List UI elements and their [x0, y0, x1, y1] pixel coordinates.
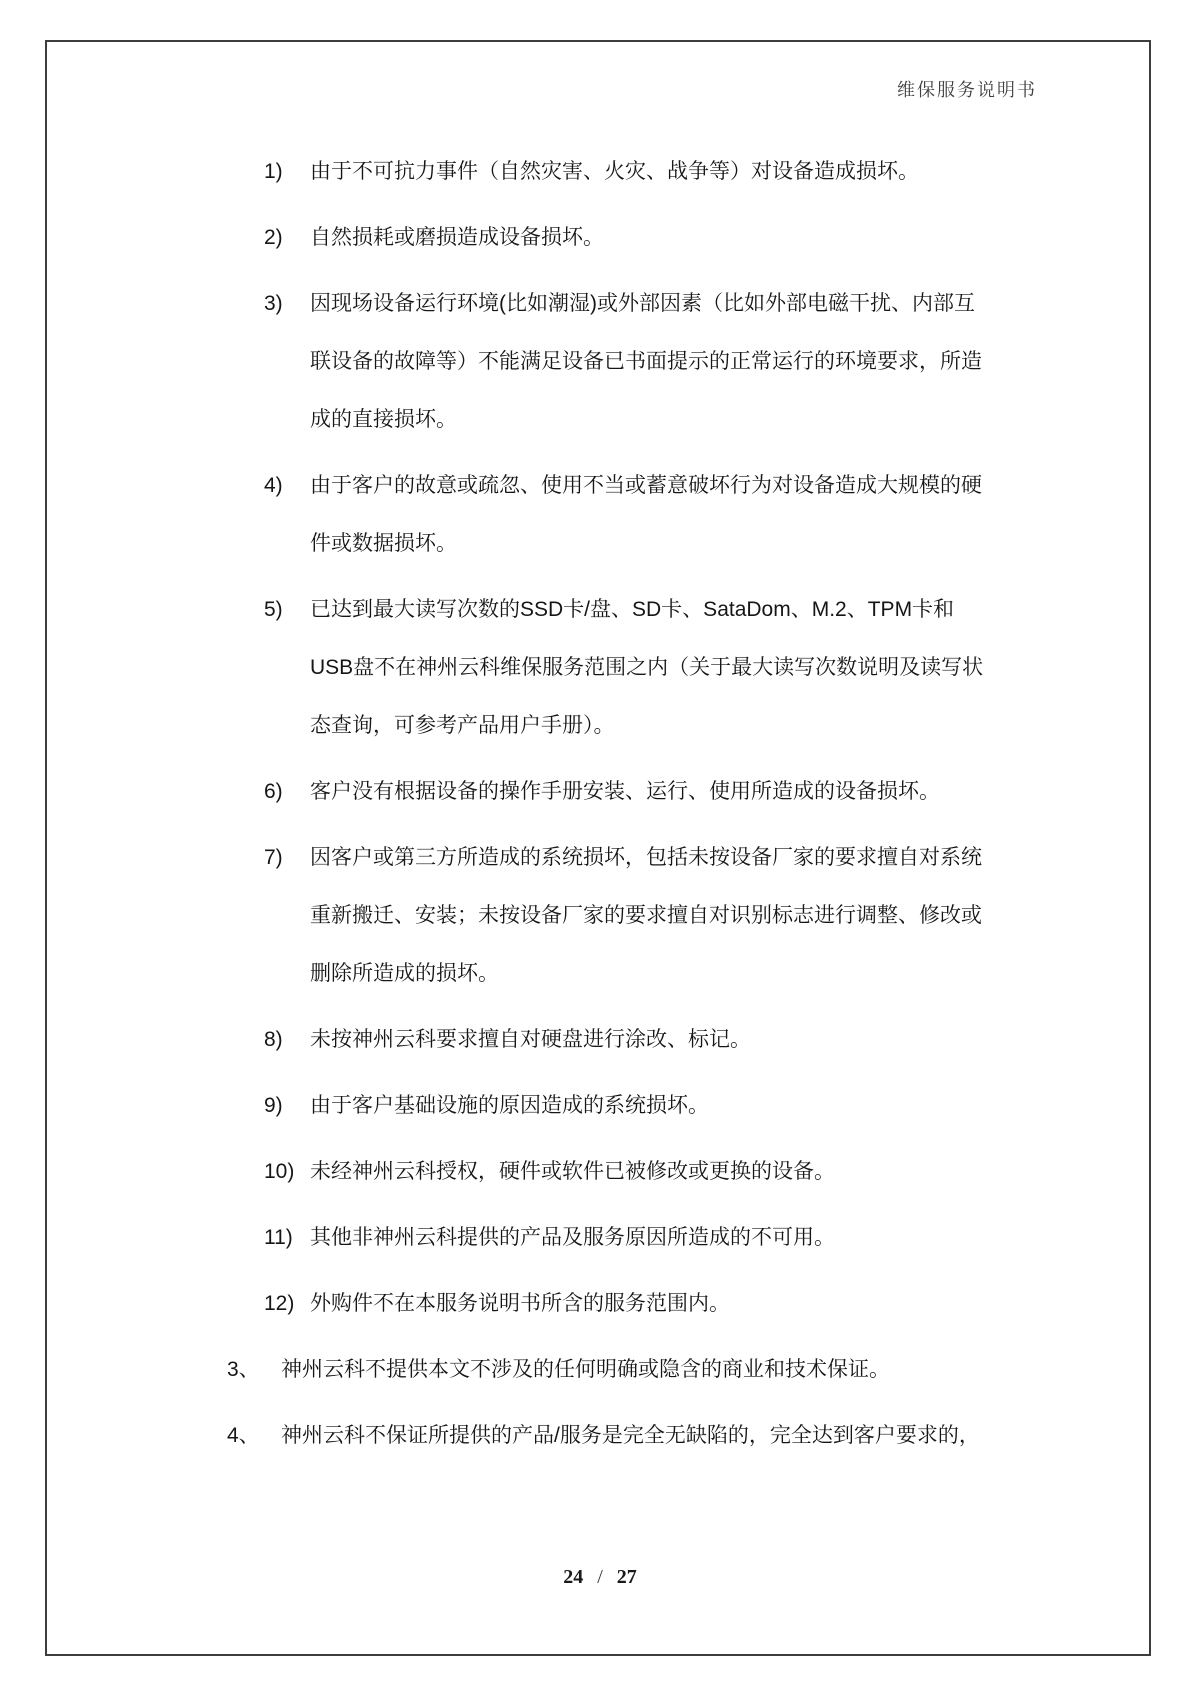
- item-marker: 5): [264, 598, 283, 621]
- list-item: [0, 457, 1200, 573]
- item-text: [310, 209, 604, 267]
- list-item: [0, 1275, 1200, 1333]
- list-item: [0, 1341, 1200, 1399]
- item-text: [310, 1143, 835, 1201]
- item-text: [310, 763, 940, 821]
- item-marker: 4、: [227, 1424, 260, 1447]
- item-marker: 9): [264, 1094, 283, 1117]
- list-item: [0, 1143, 1200, 1201]
- page-number-separator: /: [597, 1566, 603, 1588]
- item-marker: 11): [264, 1226, 293, 1249]
- item-text-line: 因客户或第三方所造成的系统损坏，包括未按设备厂家的要求擅自对系统: [310, 846, 982, 869]
- page-number-current: 24: [563, 1566, 584, 1588]
- item-marker: 4): [264, 474, 283, 497]
- list-item: [0, 209, 1200, 267]
- item-text-line: 未按神州云科要求擅自对硬盘进行涂改、标记。: [310, 1028, 751, 1051]
- item-marker: 10): [264, 1160, 295, 1183]
- item-text-line: 由于客户基础设施的原因造成的系统损坏。: [310, 1094, 709, 1117]
- item-marker: 7): [264, 846, 283, 869]
- item-text-line: 已达到最大读写次数的SSD卡/盘、SD卡、SataDom、M.2、TPM卡和: [310, 598, 955, 621]
- item-text: [310, 1011, 751, 1069]
- exclusion-clause-list: [0, 143, 1200, 1473]
- list-item: [0, 829, 1200, 1003]
- item-marker: 3、: [227, 1358, 260, 1381]
- page-number-total: 27: [616, 1566, 637, 1588]
- item-text-line: USB盘不在神州云科维保服务范围之内（关于最大读写次数说明及读写状: [310, 656, 984, 679]
- item-text-line: 由于客户的故意或疏忽、使用不当或蓄意破坏行为对设备造成大规模的硬: [310, 474, 982, 497]
- item-marker: 2): [264, 226, 283, 249]
- item-text: [310, 1275, 730, 1333]
- item-text-line: 联设备的故障等）不能满足设备已书面提示的正常运行的环境要求，所造: [310, 350, 982, 373]
- item-marker: 12): [264, 1292, 295, 1315]
- item-text-line: 成的直接损坏。: [310, 408, 457, 431]
- list-item: [0, 1011, 1200, 1069]
- item-text: [310, 1209, 835, 1267]
- item-text-line: 未经神州云科授权，硬件或软件已被修改或更换的设备。: [310, 1160, 835, 1183]
- list-item: [0, 1407, 1200, 1465]
- list-item: [0, 143, 1200, 201]
- item-marker: 8): [264, 1028, 283, 1051]
- item-text-line: 件或数据损坏。: [310, 532, 457, 555]
- page-footer: [0, 1566, 1200, 1589]
- item-marker: 3): [264, 292, 283, 315]
- item-text-line: 外购件不在本服务说明书所含的服务范围内。: [310, 1292, 730, 1315]
- item-text-line: 因现场设备运行环境(比如潮湿)或外部因素（比如外部电磁干扰、内部互: [310, 292, 975, 315]
- item-text: [310, 275, 982, 449]
- list-item: [0, 1209, 1200, 1267]
- item-text: [310, 829, 982, 1003]
- item-text: [281, 1341, 890, 1399]
- list-item: [0, 581, 1200, 755]
- item-text: [310, 143, 919, 201]
- item-text-line: 由于不可抗力事件（自然灾害、火灾、战争等）对设备造成损坏。: [310, 160, 919, 183]
- item-text-line: 态查询，可参考产品用户手册）。: [310, 714, 615, 737]
- item-text-line: 自然损耗或磨损造成设备损坏。: [310, 226, 604, 249]
- item-marker: 6): [264, 780, 283, 803]
- list-item: [0, 275, 1200, 449]
- item-text-line: 其他非神州云科提供的产品及服务原因所造成的不可用。: [310, 1226, 835, 1249]
- item-text: [281, 1407, 980, 1465]
- list-item: [0, 763, 1200, 821]
- item-text-line: 删除所造成的损坏。: [310, 962, 499, 985]
- document-header-title: 维保服务说明书: [897, 80, 1037, 100]
- item-text-line: 客户没有根据设备的操作手册安装、运行、使用所造成的设备损坏。: [310, 780, 940, 803]
- item-text: [310, 581, 984, 755]
- item-text: [310, 1077, 709, 1135]
- list-item: [0, 1077, 1200, 1135]
- item-text-line: 重新搬迁、安装；未按设备厂家的要求擅自对识别标志进行调整、修改或: [310, 904, 982, 927]
- item-text-line: 神州云科不提供本文不涉及的任何明确或隐含的商业和技术保证。: [281, 1358, 890, 1381]
- item-text: [310, 457, 982, 573]
- item-marker: 1): [264, 160, 283, 183]
- item-text-line: 神州云科不保证所提供的产品/服务是完全无缺陷的，完全达到客户要求的，: [281, 1424, 980, 1447]
